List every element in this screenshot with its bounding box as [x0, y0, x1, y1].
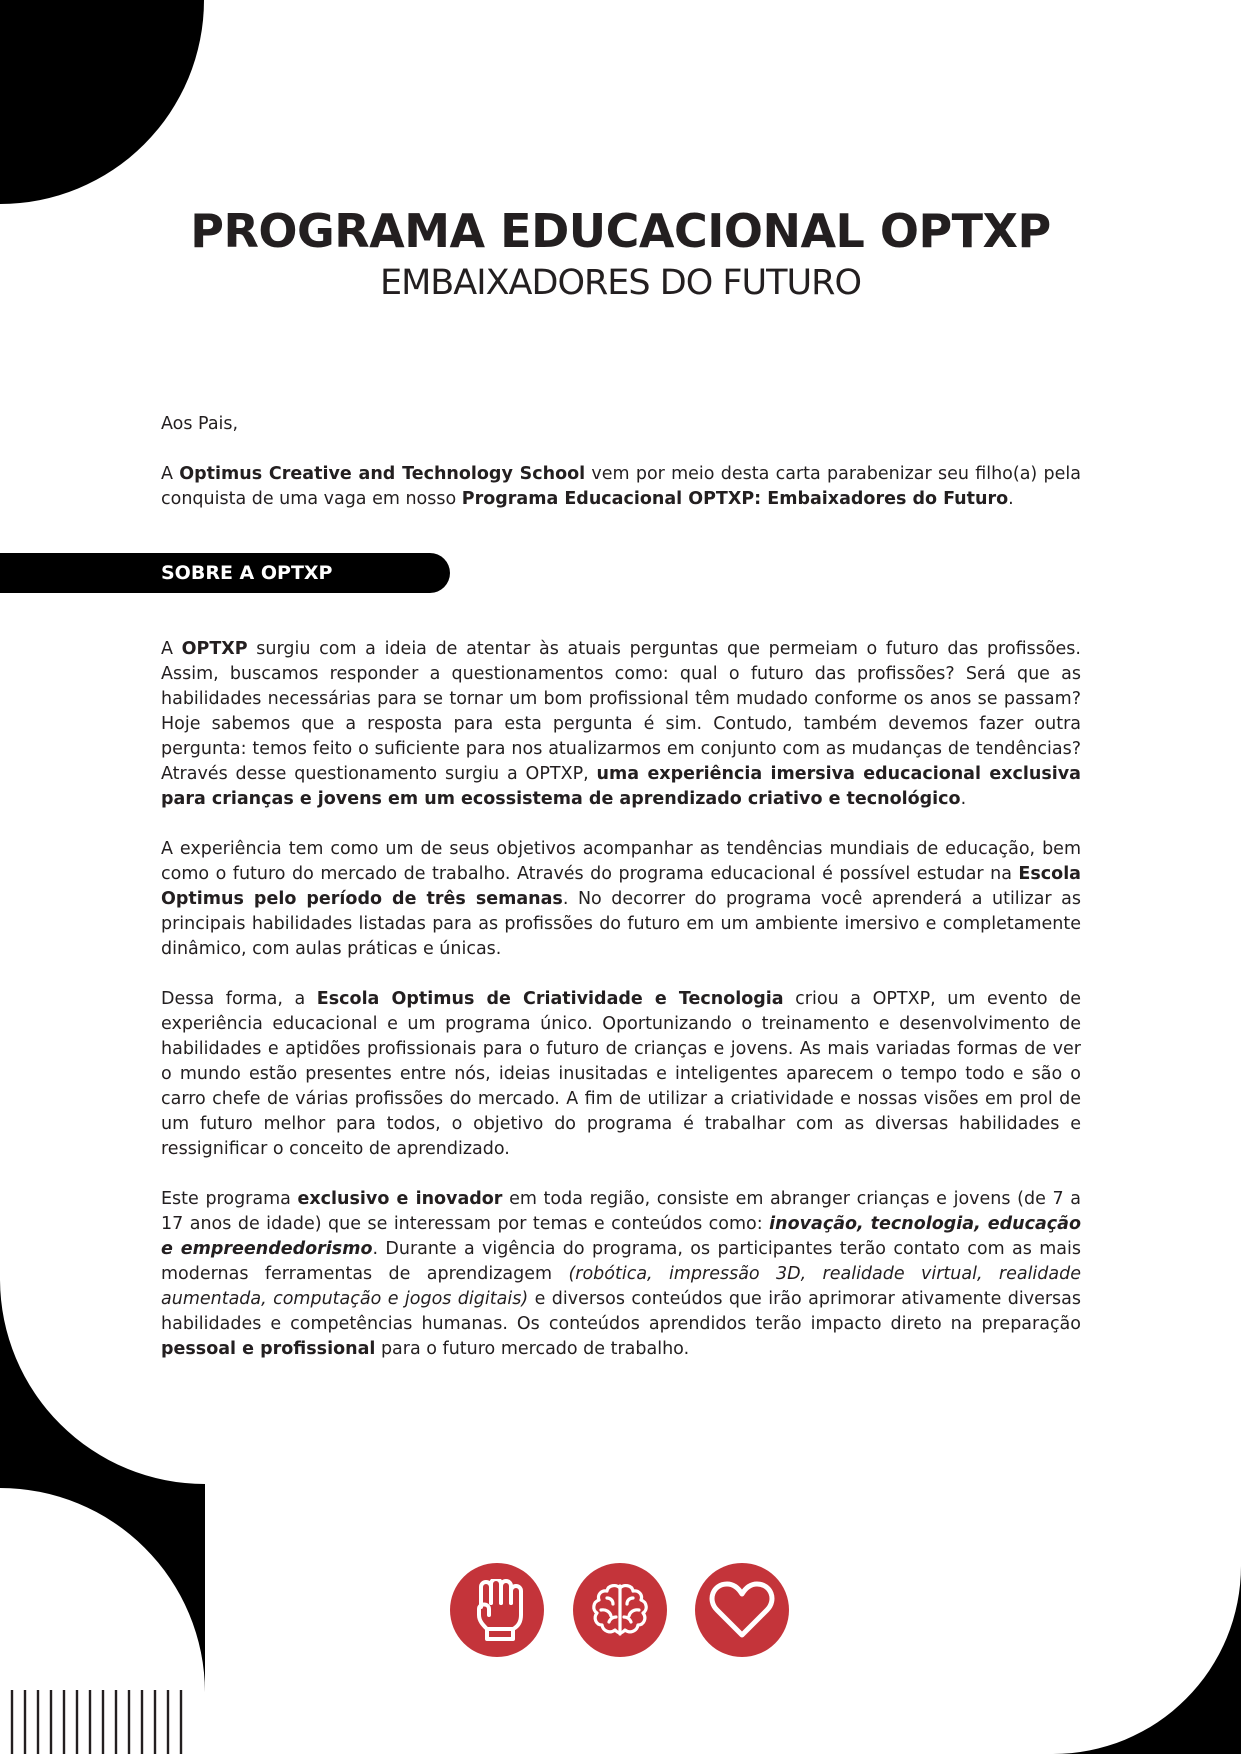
page-subtitle: EMBAIXADORES DO FUTURO — [379, 263, 862, 303]
text-run: Dessa forma, a — [161, 989, 317, 1009]
text-run: A — [161, 464, 180, 484]
text-run: uma experiência imersiva educacional exclusiva para crianças e jovens em um ecossistema de aprendizado criativo e tecnológico — [161, 764, 1081, 809]
brain-badge — [573, 1563, 667, 1657]
text-run: Escola Optimus pelo período de três semanas — [161, 864, 1081, 909]
text-run: . — [960, 789, 967, 809]
text-run: exclusivo e inovador — [297, 1189, 503, 1209]
paragraph-objectives — [161, 837, 1081, 962]
intro-paragraph — [161, 462, 1081, 512]
text-run: (robótica, impressão 3D, realidade virtual, realidade aumentada, computação e jogos digitais) — [161, 1264, 1082, 1309]
paragraph-about — [161, 637, 1081, 812]
text-run: inovação, tecnologia, educação e empreendedorismo — [161, 1214, 1081, 1259]
text-run: Programa Educacional OPTXP: Embaixadores do Futuro — [461, 489, 1009, 509]
text-run: Este programa — [161, 1189, 298, 1209]
text-run: surgiu com a ideia de atentar às atuais perguntas que permeiam o futuro das profissões. Assim, buscamos responder a questionamentos como: qual o futuro das profissões? Será que as habilidades necessárias para se tornar um bom profissional têm mudado conforme os anos se passam? Hoje sabemos que a resposta para esta pergunta é sim. Contudo, também devemos fazer outra pergunta: temos feito o suficiente para nos atualizarmos em conjunto com as mudanças de tendências? Através desse questionamento surgiu a OPTXP, — [161, 639, 1081, 784]
fist-badge — [450, 1563, 544, 1657]
text-run: para o futuro mercado de trabalho. — [375, 1339, 690, 1359]
top-left-corner-shape — [0, 0, 206, 206]
text-run: vem por meio desta carta parabenizar seu filho(a) pela conquista de uma vaga em nosso — [161, 464, 1081, 509]
text-run: . Durante a vigência do programa, os participantes terão contato com as mais modernas ferramentas de aprendizagem — [161, 1239, 1081, 1284]
bottom-right-corner-shape — [1053, 1566, 1241, 1754]
text-run: . No decorrer do programa você aprenderá a utilizar as principais habilidades listadas para as profissões do futuro em um ambiente imersivo e completamente dinâmico, com aulas práticas e únicas. — [161, 889, 1081, 959]
paragraph-program — [161, 1187, 1081, 1362]
heart-icon — [709, 1580, 775, 1640]
heart-badge — [695, 1563, 789, 1657]
page-title: PROGRAMA EDUCACIONAL OPTXP — [190, 204, 1051, 258]
paragraph-creativity — [161, 987, 1081, 1162]
text-run: criou a OPTXP, um evento de experiência educacional e um programa único. Oportunizando o treinamento e desenvolvimento de habilidades e aptidões profissionais para o futuro de crianças e jovens. As mais variadas formas de ver o mundo estão presentes entre nós, ideias inusitadas e inteligentes aparecem o tempo todo e são o carro chefe de várias profissões do mercado. A fim de utilizar a criatividade e nossas visões em prol de um futuro melhor para todos, o objetivo do programa é trabalhar com as diversas habilidades e ressignificar o conceito de aprendizado. — [161, 989, 1082, 1159]
text-run: A — [161, 639, 182, 659]
text-run: A experiência tem como um de seus objetivos acompanhar as tendências mundiais de educação, bem como o futuro do mercado de trabalho. Através do programa educacional é possível estudar na — [161, 839, 1081, 884]
text-run: Optimus Creative and Technology School — [179, 464, 586, 484]
text-run: e diversos conteúdos que irão aprimorar ativamente diversas habilidades e competências humanas. Os conteúdos aprendidos terão impacto direto na preparação — [161, 1289, 1081, 1334]
fist-icon — [469, 1579, 525, 1641]
section-label: SOBRE A OPTXP — [161, 562, 333, 584]
brain-icon — [587, 1582, 653, 1638]
vertical-stripes-decoration — [8, 1690, 198, 1754]
text-run: Escola Optimus de Criatividade e Tecnologia — [316, 989, 784, 1009]
section-header-bar — [0, 553, 450, 593]
text-run: . — [1008, 489, 1014, 509]
text-run: em toda região, consiste em abranger crianças e jovens (de 7 a 17 anos de idade) que se interessam por temas e conteúdos como: — [161, 1189, 1081, 1234]
text-run: pessoal e profissional — [161, 1339, 376, 1359]
text-run: OPTXP — [181, 639, 248, 659]
greeting: Aos Pais, — [161, 414, 239, 434]
